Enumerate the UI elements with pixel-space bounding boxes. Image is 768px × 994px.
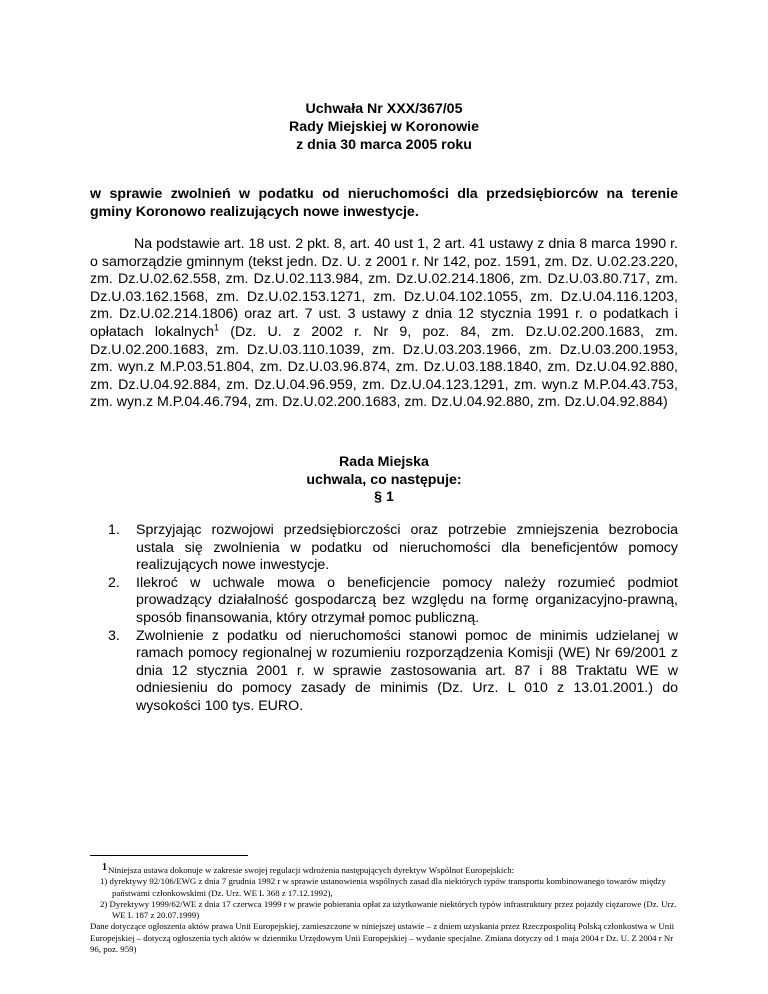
footnote (90, 862, 680, 955)
footnote-intro (90, 862, 680, 876)
footnote-closing: Dane dotyczące ogłoszenia aktów prawa Unii Europejskiej, zamieszczone w niniejszej ustawie – z dniem uzyskania przez Rzeczpospolitą Polską członkostwa w Unii Europejskiej – dotyczą ogłoszenia tych aktów w dzienniku Urzędowym Unii Europejskiej – wydanie specjalne. Zmiana dotyczy od 1 maja 2004 r Dz. U. Z 2004 r Nr 96, poz. 959) (90, 921, 675, 955)
legal-basis-paragraph (90, 236, 678, 412)
provisions-list (108, 522, 678, 716)
resolution-number: Uchwała Nr XXX/367/05 (305, 101, 463, 117)
council-label: Rada Miejska (339, 454, 429, 470)
resolution-date: z dnia 30 marca 2005 roku (296, 137, 472, 153)
footnote-marker: 1 (102, 862, 107, 873)
resolution-header (0, 100, 768, 154)
list-item-number: 3. (108, 627, 120, 644)
list-item (108, 522, 678, 575)
council-resolves-heading (0, 453, 768, 489)
resolves-label: uchwala, co następuje: (306, 472, 462, 488)
footnote-separator (90, 855, 248, 856)
council-name: Rady Miejskiej w Koronowie (288, 119, 479, 135)
section-heading: § 1 (374, 489, 394, 505)
resolution-subject: w sprawie zwolnień w podatku od nieruchomości dla przedsiębiorców na terenie gminy Koronowo realizujących nowe inwestycje. (90, 186, 678, 220)
list-item (108, 575, 678, 628)
list-item-number: 1. (108, 522, 120, 538)
list-item (108, 628, 678, 716)
footnote-directive-1: 1) dyrektywy 92/106/EWG z dnia 7 grudnia 1992 r w sprawie ustanowienia wspólnych zasad dla niektórych typów transportu kombinowanego towarów między państwami członkowskimi (Dz. Urz. WE L 368 z 17.12.1992), (100, 876, 666, 898)
list-item-number: 2. (108, 574, 120, 591)
list-item-text: Ilekroć w uchwale mowa o beneficjencie pomocy należy rozumieć podmiot prowadzący działalność gospodarczą bez względu na formę organizacyjno-prawną, sposób finansowania, który otrzymał pomoc publiczną. (136, 574, 678, 626)
legal-basis-part2: (Dz. U. z 2002 r. Nr 9, poz. 84, zm. Dz.U.02.200.1683, zm. Dz.U.02.200.1683, zm. Dz.U.03.110.1039, zm. Dz.U.03.203.1966, zm. Dz.U.03.200.1953, zm. wyn.z M.P.03.51.804, zm. Dz.U.03.96.874, zm. Dz.U.03.188.1840, zm. Dz.U.04.92.880, zm. Dz.U.04.92.884, zm. Dz.U.04.96.959, zm. Dz.U.04.123.1291, zm. wyn.z M.P.04.43.753, zm. wyn.z M.P.04.46.794, zm. Dz.U.02.200.1683, zm. Dz.U.04.92.880, zm. Dz.U.04.92.884) (90, 323, 678, 411)
legal-basis-part1: Na podstawie art. 18 ust. 2 pkt. 8, art. 40 ust 1, 2 art. 41 ustawy z dnia 8 marca 1990 r. o samorządzie gminnym (tekst jedn. Dz. U. z 2001 r. Nr 142, poz. 1591, zm. Dz. U.02.23.220, zm. Dz.U.02.62.558, zm. Dz.U.02.113.984, zm. Dz.U.02.214.1806, zm. Dz.U.03.80.717, zm. Dz.U.03.162.1568, zm. Dz.U.02.153.1271, zm. Dz.U.04.102.1055, zm. Dz.U.04.116.1203, zm. Dz.U.02.214.1806) oraz art. 7 ust. 3 ustawy z dnia 12 stycznia 1991 r. o podatkach i opłatach lokalnych (90, 236, 678, 340)
list-item-text: Sprzyjając rozwojowi przedsiębiorczości oraz potrzebie zmniejszenia bezrobocia ustala się zwolnienia w podatku od nieruchomości dla beneficjentów pomocy realizujących nowe inwestycje. (136, 522, 678, 574)
footnote-intro-text: Niniejsza ustawa dokonuje w zakresie swojej regulacji wdrożenia następujących dyrektyw Wspólnot Europejskich: (108, 865, 515, 875)
footnote-reference[interactable]: 1 (214, 322, 220, 333)
footnote-directive-2: 2) Dyrektywy 1999/62/WE z dnia 17 czerwca 1999 r w prawie pobierania opłat za użytkowanie niektórych typów infrastruktury przez pojazdy ciężarowe (Dz. Urz. WE L 187 z 20.07.1999) (100, 898, 677, 921)
list-item-text: Zwolnienie z podatku od nieruchomości stanowi pomoc de minimis udzielanej w ramach pomocy regionalnej w rozumieniu rozporządzenia Komisji (WE) Nr 69/2001 z dnia 12 stycznia 2001 r. w sprawie zastosowania art. 87 i 88 Traktatu WE w odniesieniu do pomocy zasady de minimis (Dz. Urz. L 010 z 13.01.2001.) do wysokości 100 tys. EURO. (136, 627, 678, 714)
